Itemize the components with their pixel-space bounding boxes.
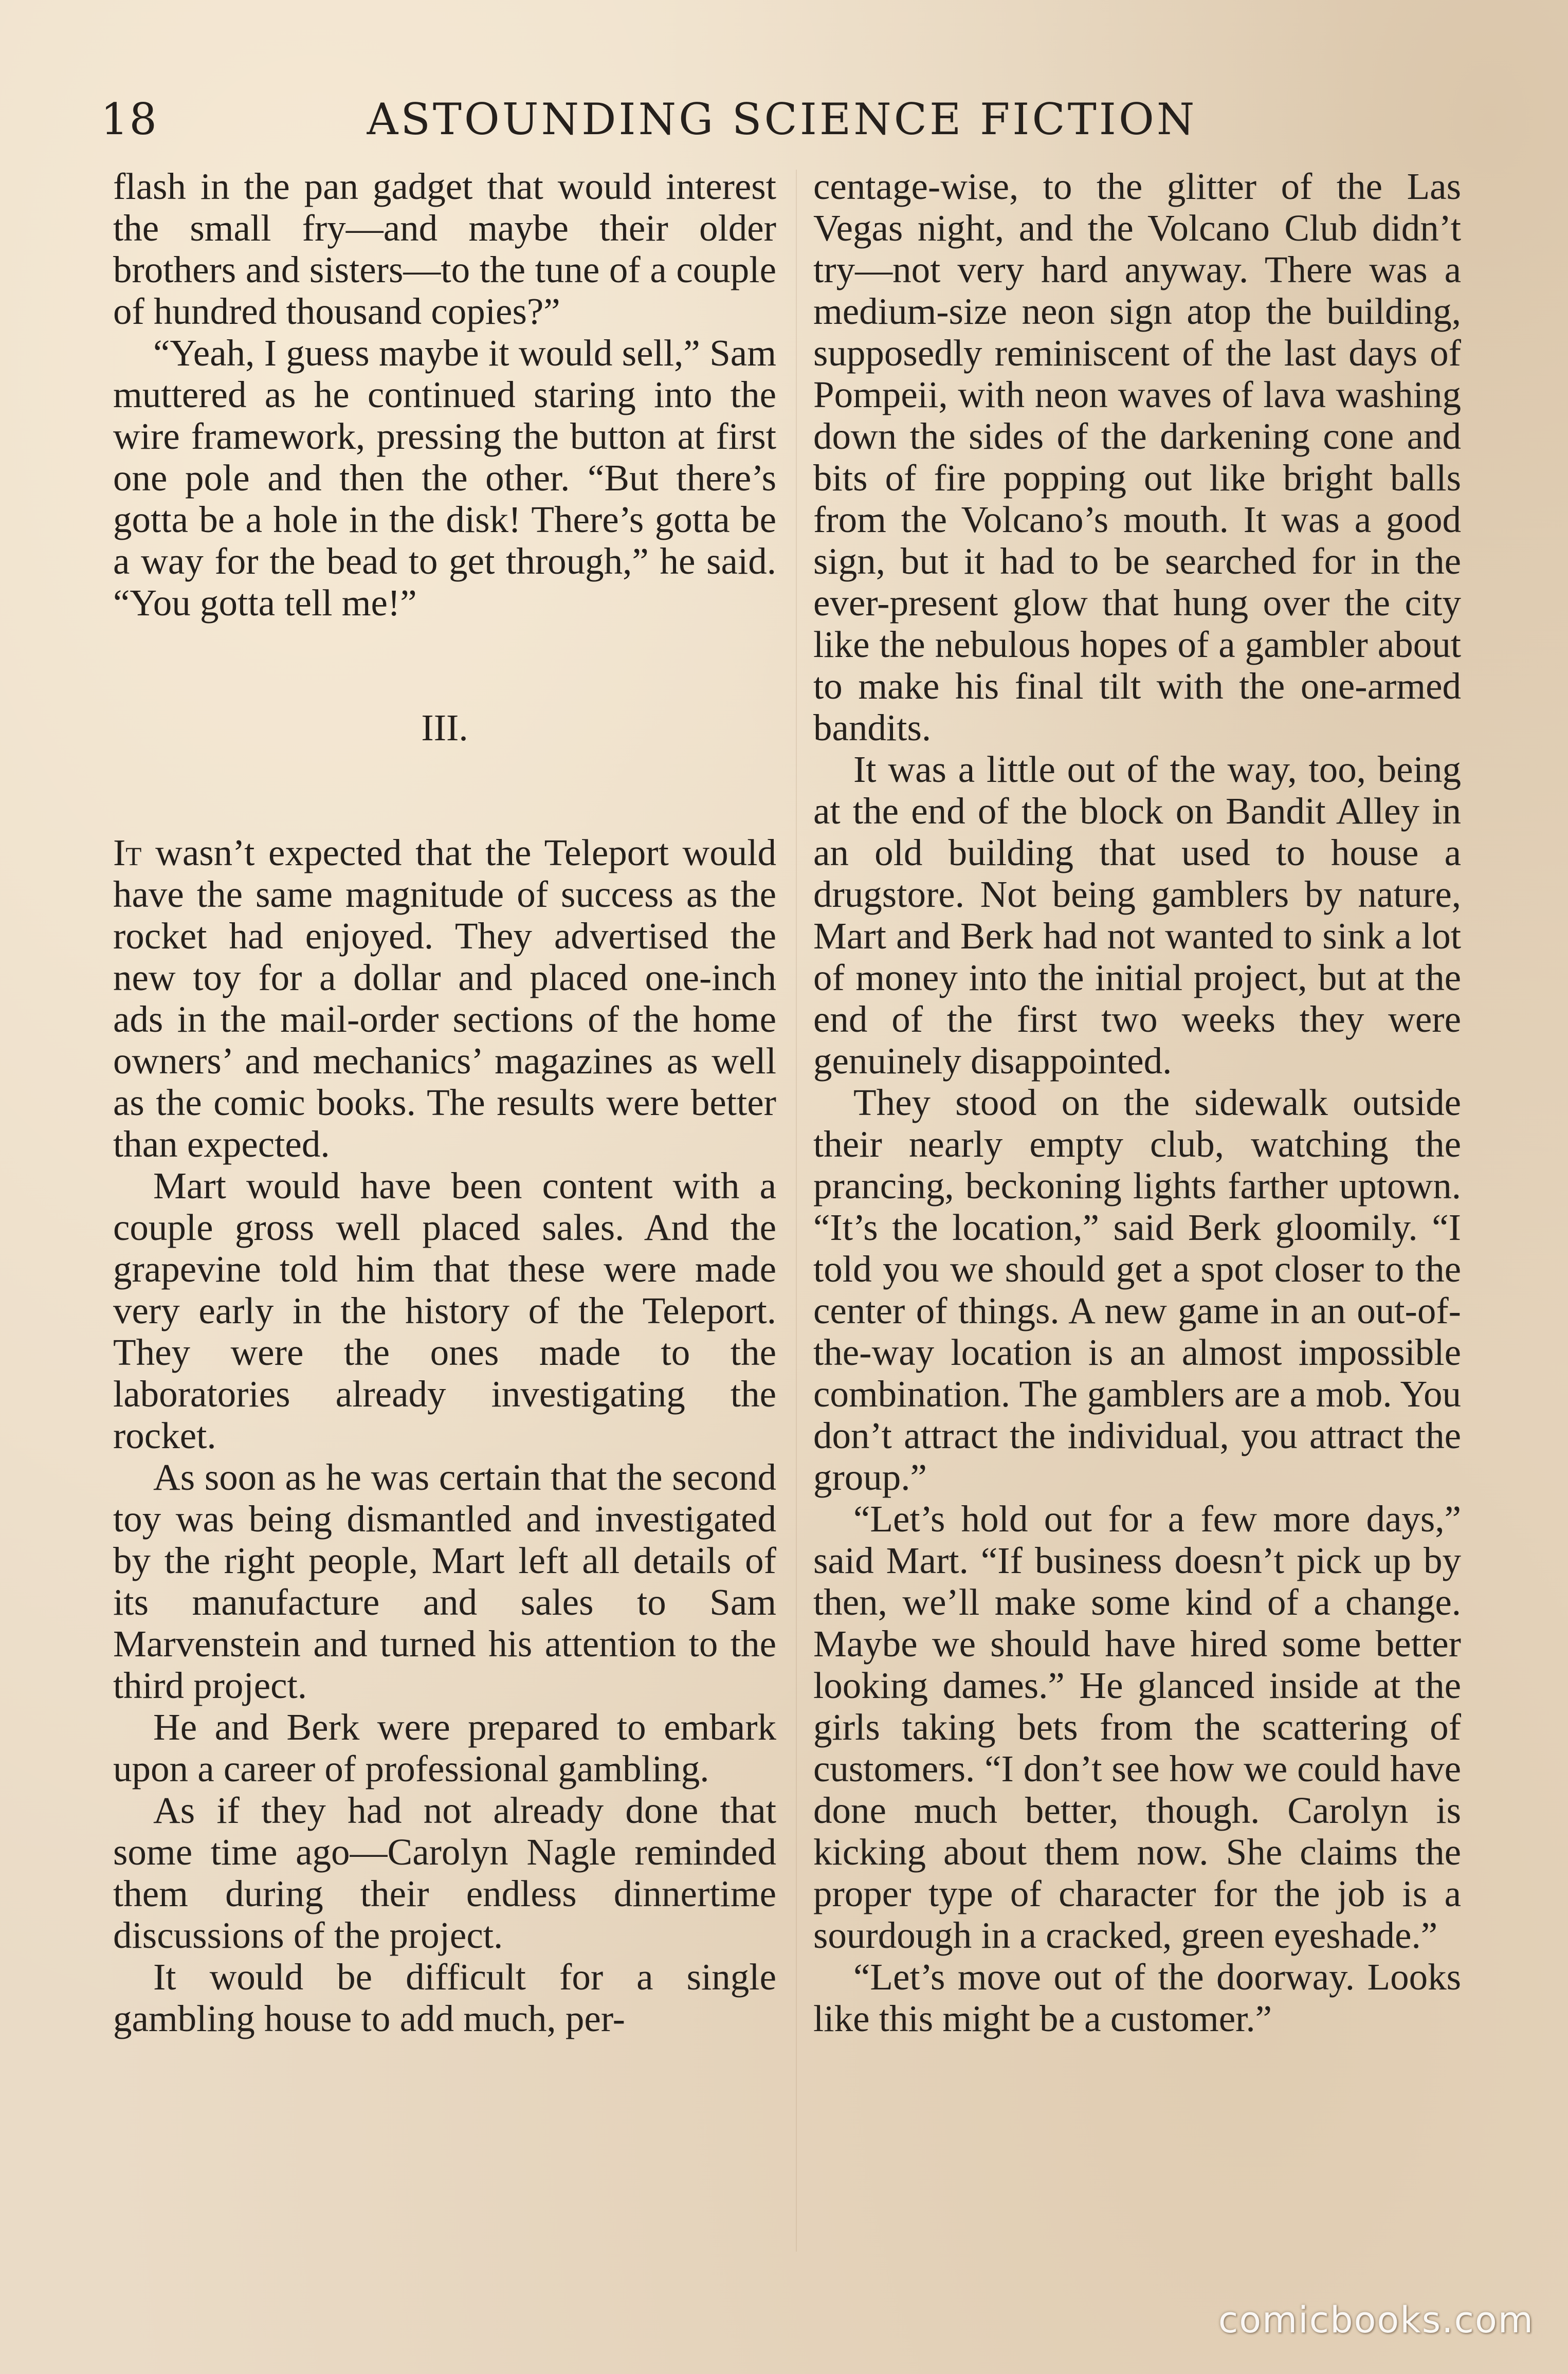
left-column bbox=[113, 166, 776, 2039]
right-column bbox=[813, 166, 1461, 2039]
paragraph: As soon as he was certain that the second toy was being dismantled and investigated by the right people, Mart left all details of its manufacture and sales to Sam Marvenstein and turned his attention to the third project. bbox=[113, 1456, 776, 1706]
paragraph: It was a little out of the way, too, being at the end of the block on Bandit Alley in an old building that used to house a drugstore. Not being gamblers by nature, Mart and Berk had not wanted to sink a lot of money into the initial project, but at the end of the first two weeks they were genuinely disappointed. bbox=[813, 748, 1461, 1082]
paragraph bbox=[113, 832, 776, 1165]
paragraph: “Let’s hold out for a few more days,” said Mart. “If business doesn’t pick up by then, we’ll make some kind of a change. Maybe we should have hired some better looking dames.” He glanced inside at the girls taking bets from the scattering of customers. “I don’t see how we could have done much better, though. Carolyn is kicking about them now. She claims the proper type of character for the job is a sourdough in a cracked, green eyeshade.” bbox=[813, 1498, 1461, 1956]
paragraph: “Let’s move out of the doorway. Looks like this might be a customer.” bbox=[813, 1956, 1461, 2039]
paragraph: As if they had not already done that some time ago—Carolyn Nagle reminded them during their endless dinnertime discussions of the project. bbox=[113, 1789, 776, 1956]
page-header bbox=[101, 88, 1463, 150]
paragraph: It would be difficult for a single gambling house to add much, per- bbox=[113, 1956, 776, 2039]
section-heading: III. bbox=[421, 707, 468, 748]
paragraph: “Yeah, I guess maybe it would sell,” Sam muttered as he continued staring into the wire framework, pressing the button at first one pole and then the other. “But there’s gotta be a hole in the disk! There’s gotta be a way for the bead to get through,” he said. “You gotta tell me!” bbox=[113, 332, 776, 624]
paragraph: centage-wise, to the glitter of the Las Vegas night, and the Volcano Club didn’t try—not very hard anyway. There was a medium-size neon sign atop the building, supposedly reminiscent of the last days of Pompeii, with neon waves of lava washing down the sides of the darkening cone and bits of fire popping out like bright balls from the Volcano’s mouth. It was a good sign, but it had to be searched for in the ever-present glow that hung over the city like the nebulous hopes of a gambler about to make his final tilt with the one-armed bandits. bbox=[813, 166, 1461, 748]
paragraph: He and Berk were prepared to embark upon a career of professional gambling. bbox=[113, 1706, 776, 1789]
running-title: ASTOUNDING SCIENCE FICTION bbox=[367, 94, 1197, 144]
watermark: comicbooks.com bbox=[1218, 2299, 1534, 2341]
paragraph: Mart would have been content with a couple gross well placed sales. And the grapevine told him that these were made very early in the history of the Teleport. They were the ones made to the laboratories already investigating the rocket. bbox=[113, 1165, 776, 1456]
drop-cap: It bbox=[113, 832, 142, 873]
page-number: 18 bbox=[101, 94, 158, 144]
paragraph: They stood on the sidewalk outside their nearly empty club, watching the prancing, beckoning lights farther uptown. “It’s the location,” said Berk gloomily. “I told you we should get a spot closer to the center of things. A new game in an out-of-the-way location is an almost impossible combination. The gamblers are a mob. You don’t attract the individual, you attract the group.” bbox=[813, 1082, 1461, 1498]
column-gutter bbox=[796, 170, 797, 2252]
paragraph: flash in the pan gadget that would interest the small fry—and maybe their older brothers and sisters—to the tune of a couple of hundred thousand copies?” bbox=[113, 166, 776, 332]
paragraph-text: wasn’t expected that the Teleport would have the same magnitude of success as the rocket had enjoyed. They advertised the new toy for a dollar and placed one-inch ads in the mail-order sections of the home owners’ and mechanics’ magazines as well as the comic books. The results were better than expected. bbox=[113, 832, 776, 1165]
